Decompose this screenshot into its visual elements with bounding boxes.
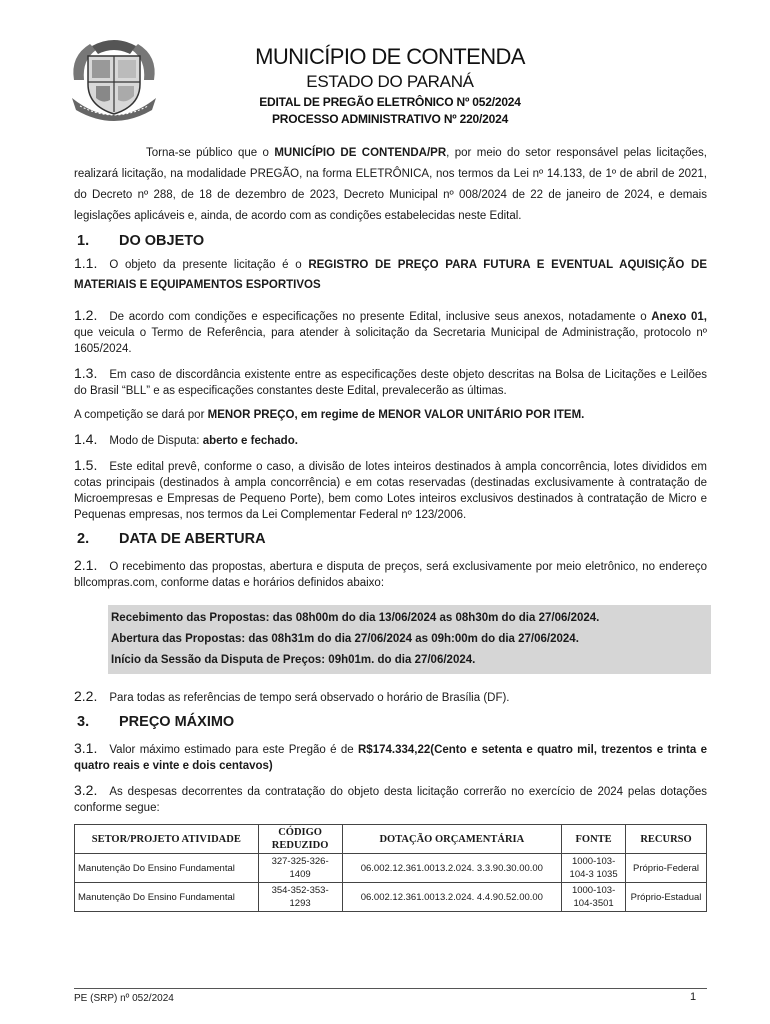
table-cell: 354-352-353-1293 [258,883,342,912]
proposal-opening-line: Abertura das Propostas: das 08h31m do dia 27/06/2024 as 09h:00m do dia 27/06/2024. [111,633,579,645]
table-cell: 327-325-326-1409 [258,854,342,883]
table-cell: 1000-103-104-3 1035 [562,854,626,883]
table-row [75,883,707,912]
table-header-cell: SETOR/PROJETO ATIVIDADE [75,825,259,854]
table-header-cell: FONTE [562,825,626,854]
clause-3-2: 3.2. As despesas decorrentes da contratação do objeto desta licitação correrão no exercício de 2024 pelas dotações conforme segue: [74,782,707,814]
table-cell: 06.002.12.361.0013.2.024. 3.3.90.30.00.00 [342,854,562,883]
footer-divider [74,988,707,989]
competition-paragraph: A competição se dará por MENOR PREÇO, em regime de MENOR VALOR UNITÁRIO POR ITEM. [74,409,585,421]
footer-reference: PE (SRP) nº 052/2024 [74,993,174,1004]
table-header-cell: CÓDIGO REDUZIDO [258,825,342,854]
dispute-session-line: Início da Sessão da Disputa de Preços: 09h01m. do dia 27/06/2024. [111,654,476,666]
budget-table [74,824,707,912]
table-header-cell: RECURSO [626,825,707,854]
clause-3-1: 3.1. Valor máximo estimado para este Pregão é de R$174.334,22(Cento e setenta e quatro mil, trezentos e trinta e quatro reais e vinte e dois centavos) [74,740,708,772]
clause-1-4: 1.4. Modo de Disputa: aberto e fechado. [74,431,298,447]
proposal-receipt-line: Recebimento das Propostas: das 08h00m do dia 13/06/2024 as 08h30m do dia 27/06/2024. [111,612,600,624]
edital-number: EDITAL DE PREGÃO ELETRÔNICO Nº 052/2024 [259,95,521,109]
clause-1-5: 1.5. Este edital prevê, conforme o caso, a divisão de lotes inteiros destinados à ampla concorrência, lotes divididos em cotas principais (destinados à ampla concorrência) e em cotas reservadas (destinadas exclusivamente à contratação de Microempresas e Empresas de Pequeno Porte), bem como Lotes inteiros exclusivos destinados à contratação de Micro e Pequenas empresas, nos termos da Lei Complementar Federal nº 123/2006. [74,457,707,521]
table-cell: Próprio-Estadual [626,883,707,912]
intro-paragraph: Torna-se público que o MUNICÍPIO DE CONTENDA/PR, por meio do setor responsável pelas licitações, realizará licitação, na modalidade PREGÃO, na forma ELETRÔNICA, nos termos da Lei nº 14.133, de 1º de abril de 2021, do Decreto nº 288, de 18 de dezembro de 2023, Decreto Municipal nº 008/2024 de 22 de janeiro de 2024, e demais legislações aplicáveis e, ainda, de acordo com as condições estabelecidas neste Edital. [74,147,707,222]
table-row [75,854,707,883]
table-cell: Manutenção Do Ensino Fundamental [75,883,259,912]
document-body [74,143,707,912]
clause-2-2: 2.2. Para todas as referências de tempo será observado o horário de Brasília (DF). [74,688,510,704]
table-cell: Manutenção Do Ensino Fundamental [75,854,259,883]
clause-1-2: 1.2. De acordo com condições e especificações no presente Edital, inclusive seus anexos, notadamente o Anexo 01, que veicula o Termo de Referência, para atender à solicitação da Secretaria Municipal de Administração, protocolo nº 1605/2024. [74,307,708,355]
clause-1-3: 1.3. Em caso de discordância existente entre as especificações deste objeto descritas na Bolsa de Licitações e Leilões do Brasil “BLL” e as especificações constantes deste Edital, prevalecerão as últimas. [74,365,707,397]
process-number: PROCESSO ADMINISTRATIVO Nº 220/2024 [271,112,509,126]
section-heading: 2. DATA DE ABERTURA [77,531,266,547]
table-cell: 06.002.12.361.0013.2.024. 4.4.90.52.00.00 [342,883,562,912]
dates-highlight-box [108,605,711,674]
state-title: ESTADO DO PARANÁ [306,72,474,91]
table-cell: Próprio-Federal [626,854,707,883]
municipality-title: MUNICÍPIO DE CONTENDA [255,44,525,69]
table-header-row [75,825,707,854]
municipal-seal-icon [66,36,162,122]
clause-1-1: 1.1. O objeto da presente licitação é o REGISTRO DE PREÇO PARA FUTURA E EVENTUAL AQUISIÇÃO DE MATERIAIS E EQUIPAMENTOS ESPORTIVOS [74,255,708,291]
page-number: 1 [690,991,697,1003]
clause-2-1: 2.1. O recebimento das propostas, abertura e disputa de preços, será exclusivamente por meio eletrônico, no endereço bllcompras.com, conforme datas e horários definidos abaixo: [74,557,707,589]
section-heading: 1. DO OBJETO [77,233,205,249]
table-header-cell: DOTAÇÃO ORÇAMENTÁRIA [342,825,562,854]
table-cell: 1000-103-104-3501 [562,883,626,912]
section-heading: 3. PREÇO MÁXIMO [77,714,235,730]
